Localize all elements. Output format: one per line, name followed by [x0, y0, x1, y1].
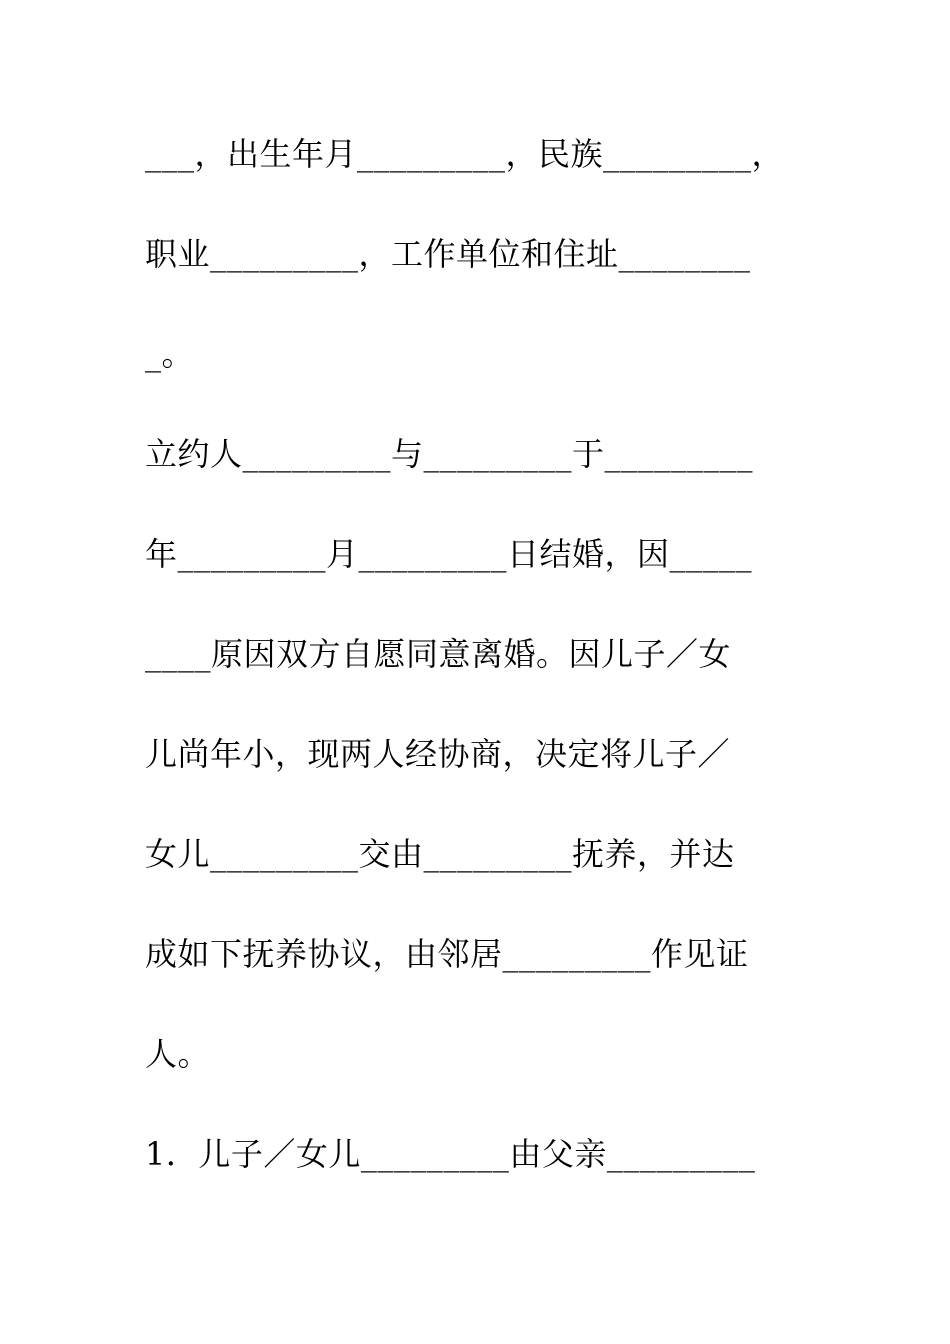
text-line-3: _。 [145, 335, 195, 373]
text-line-10: 人。 [145, 1035, 211, 1073]
text-line-6: ____原因双方自愿同意离婚。因儿子／女 [145, 635, 732, 673]
text-line-7: 儿尚年小，现两人经协商，决定将儿子／ [145, 735, 731, 773]
text-line-2: 职业_________，工作单位和住址________ [145, 235, 751, 273]
text-line-9: 成如下抚养协议，由邻居_________作见证 [145, 935, 749, 973]
text-line-4: 立约人_________与_________于_________ [145, 435, 754, 473]
text-line-5: 年_________月_________日结婚，因_____ [145, 535, 753, 573]
text-line-8: 女儿_________交由_________抚养，并达 [145, 835, 735, 873]
text-line-11: 1．儿子／女儿_________由父亲_________ [145, 1135, 756, 1173]
text-line-1: ___，出生年月_________，民族_________， [145, 135, 785, 173]
